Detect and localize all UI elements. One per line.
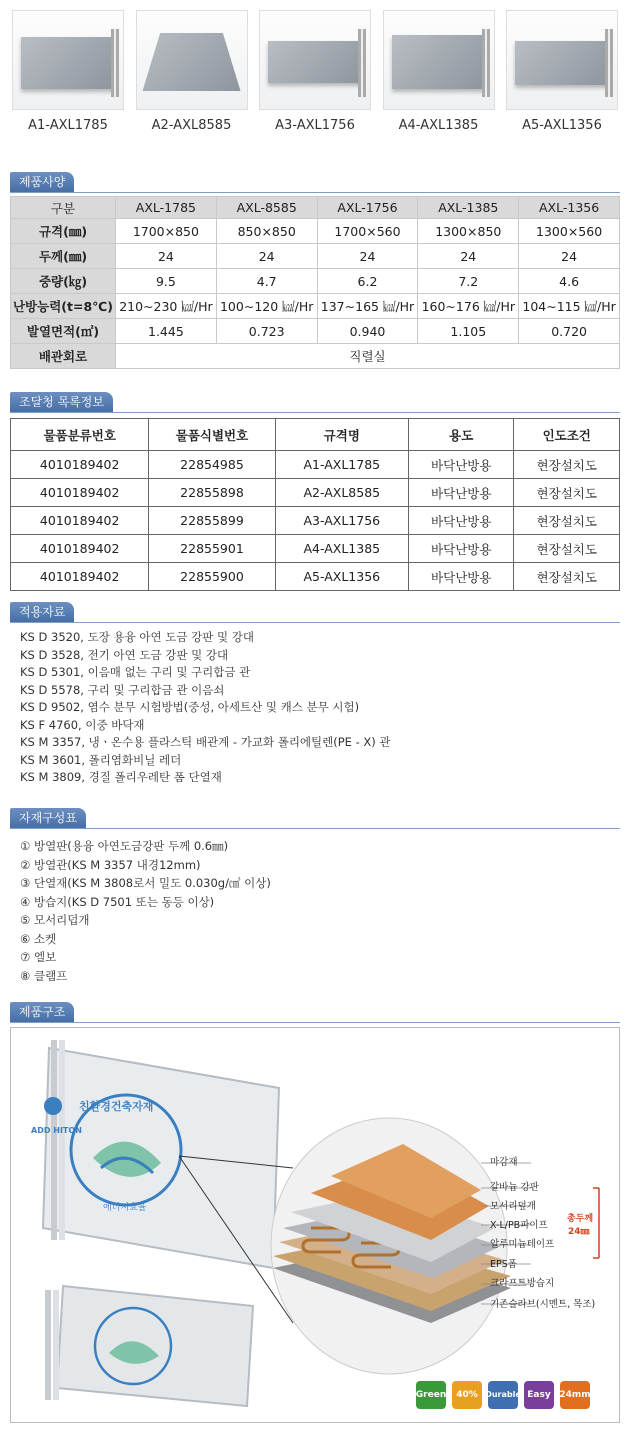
product-label: A4-AXL1385 — [398, 118, 479, 133]
spec-cell: 24 — [418, 244, 519, 269]
product-gallery — [12, 10, 618, 133]
spec-header-cell: AXL-1385 — [418, 197, 519, 219]
spec-row-label: 배관회로 — [11, 344, 116, 369]
proc-cell: 4010189402 — [11, 479, 149, 507]
divider — [10, 828, 620, 829]
proc-header-cell: 규격명 — [275, 419, 408, 451]
spec-cell: 210∼230 ㎉/Hr — [116, 294, 217, 319]
proc-header-cell: 인도조건 — [514, 419, 620, 451]
spec-row-label: 규격(㎜) — [11, 219, 116, 244]
proc-cell: A3-AXL1756 — [275, 507, 408, 535]
proc-cell: 바닥난방용 — [409, 507, 514, 535]
product-thumb[interactable] — [506, 10, 618, 133]
layer-label: 크라프트방습지 — [490, 1278, 555, 1289]
divider — [10, 192, 620, 193]
spec-header-cell: 구분 — [11, 197, 116, 219]
spec-row-label: 난방능력(t=8℃) — [11, 294, 116, 319]
product-image — [136, 10, 248, 110]
spec-cell: 137∼165 ㎉/Hr — [317, 294, 418, 319]
spec-cell: 24 — [519, 244, 620, 269]
spec-cell: 7.2 — [418, 269, 519, 294]
proc-cell: 현장설치도 — [514, 479, 620, 507]
list-item: ② 방열관(KS M 3357 내경12mm) — [20, 857, 201, 872]
layer-label: X-L/PB파이프 — [490, 1220, 548, 1231]
layer-label: 모서리덮개 — [490, 1201, 536, 1212]
list-item: KS F 4760, 이중 바닥재 — [20, 717, 145, 732]
section-title-spec: 제품사양 — [10, 172, 74, 192]
spec-header-cell: AXL-1356 — [519, 197, 620, 219]
list-item: KS D 5578, 구리 및 구리합금 관 이음쇠 — [20, 682, 225, 697]
product-image — [383, 10, 495, 110]
brand-logo: ADD HITON — [31, 1126, 82, 1135]
proc-cell: 바닥난방용 — [409, 451, 514, 479]
proc-cell: 4010189402 — [11, 451, 149, 479]
section-title-structure: 제품구조 — [10, 1002, 74, 1022]
proc-cell: 현장설치도 — [514, 563, 620, 591]
proc-cell: A4-AXL1385 — [275, 535, 408, 563]
spec-cell: 24 — [317, 244, 418, 269]
divider — [10, 622, 620, 623]
list-item: KS M 3357, 냉ㆍ온수용 플라스틱 배관계 - 가교화 폴리에틸렌(PE - X) 관 — [20, 735, 391, 749]
spec-cell: 0.940 — [317, 319, 418, 344]
list-item: ⑥ 소켓 — [20, 931, 57, 946]
proc-cell: 4010189402 — [11, 507, 149, 535]
structure-diagram — [10, 1027, 620, 1423]
proc-cell: 바닥난방용 — [409, 479, 514, 507]
spec-cell: 1700×850 — [116, 219, 217, 244]
spec-cell: 1300×850 — [418, 219, 519, 244]
thickness-value: 24㎜ — [568, 1227, 590, 1237]
spec-cell: 9.5 — [116, 269, 217, 294]
spec-cell: 1300×560 — [519, 219, 620, 244]
divider — [10, 412, 620, 413]
standards-list — [20, 629, 391, 787]
spec-row — [11, 294, 620, 319]
panel-sub-text: 에너지효율 — [103, 1203, 147, 1213]
spec-cell: 1.105 — [418, 319, 519, 344]
product-label: A3-AXL1756 — [275, 118, 355, 133]
spec-row — [11, 244, 620, 269]
divider — [10, 1022, 620, 1023]
product-image — [506, 10, 618, 110]
product-thumb[interactable] — [259, 10, 371, 133]
section-title-standards: 적용자료 — [10, 602, 74, 622]
spec-header-cell: AXL-1785 — [116, 197, 217, 219]
proc-cell: 4010189402 — [11, 535, 149, 563]
list-item: ③ 단열재(KS M 3808로서 밀도 0.030g/㎤ 이상) — [20, 876, 271, 890]
list-item: ⑦ 엘보 — [20, 950, 57, 964]
product-label: A1-AXL1785 — [28, 118, 108, 133]
spec-cell: 100∼120 ㎉/Hr — [216, 294, 317, 319]
spec-cell: 160∼176 ㎉/Hr — [418, 294, 519, 319]
proc-cell: A5-AXL1356 — [275, 563, 408, 591]
product-label: A5-AXL1356 — [522, 118, 602, 133]
proc-cell: 22855899 — [149, 507, 275, 535]
proc-cell: 22855898 — [149, 479, 275, 507]
list-item: ⑧ 클램프 — [20, 968, 68, 983]
spec-cell: 24 — [116, 244, 217, 269]
spec-cell: 4.7 — [216, 269, 317, 294]
table-row — [11, 451, 620, 479]
spec-cell: 0.720 — [519, 319, 620, 344]
proc-cell: 현장설치도 — [514, 535, 620, 563]
spec-header-cell: AXL-1756 — [317, 197, 418, 219]
spec-cell: 1.445 — [116, 319, 217, 344]
section-title-procurement: 조달청 목록정보 — [10, 392, 113, 412]
panel-brand-text: 친환경건축자재 — [79, 1100, 154, 1113]
layer-label: EPS폼 — [490, 1259, 517, 1270]
list-item: ④ 방습지(KS D 7501 또는 동등 이상) — [20, 894, 215, 909]
list-item: KS D 3528, 전기 아연 도금 강판 및 강대 — [20, 647, 229, 662]
spec-table — [10, 196, 620, 369]
list-item: KS D 9502, 염수 분무 시험방법(중성, 아세트산 및 캐스 분무 시험) — [20, 700, 360, 714]
list-item: KS D 5301, 이음매 없는 구리 및 구리합금 관 — [20, 665, 251, 679]
product-thumb[interactable] — [383, 10, 495, 133]
spec-row-label: 발열면적(㎡) — [11, 319, 116, 344]
proc-header-cell: 용도 — [409, 419, 514, 451]
table-row — [11, 479, 620, 507]
spec-row — [11, 219, 620, 244]
table-row — [11, 507, 620, 535]
procurement-table — [10, 418, 620, 591]
spec-row — [11, 269, 620, 294]
proc-cell: 22855900 — [149, 563, 275, 591]
product-label: A2-AXL8585 — [151, 118, 232, 133]
product-image — [259, 10, 371, 110]
spec-header-cell: AXL-8585 — [216, 197, 317, 219]
table-row — [11, 535, 620, 563]
spec-cell: 850×850 — [216, 219, 317, 244]
list-item: KS M 3809, 경질 폴리우레탄 폼 단열재 — [20, 770, 222, 784]
spec-cell: 4.6 — [519, 269, 620, 294]
spec-cell: 24 — [216, 244, 317, 269]
badge-thickness: 24mm — [560, 1381, 590, 1409]
proc-header-cell: 물품분류번호 — [11, 419, 149, 451]
layer-label: 기존슬라브(시멘트, 목조) — [490, 1299, 596, 1310]
layer-label: 마감재 — [490, 1157, 518, 1168]
spec-row — [11, 319, 620, 344]
product-image — [12, 10, 124, 110]
list-item: KS M 3601, 폴리염화비닐 레더 — [20, 752, 182, 767]
proc-cell: 4010189402 — [11, 563, 149, 591]
list-item: KS D 3520, 도장 용융 아연 도금 강판 및 강대 — [20, 630, 254, 644]
layer-label: 갈바늄 강판 — [490, 1182, 539, 1193]
badge-durable: Durable — [488, 1381, 518, 1409]
proc-cell: 현장설치도 — [514, 507, 620, 535]
product-thumb[interactable] — [136, 10, 248, 133]
list-item: ⑤ 모서리덥개 — [20, 913, 90, 927]
list-item: ① 방열판(용융 아연도금강판 두께 0.6㎜) — [20, 839, 229, 853]
proc-header-cell: 물품식별번호 — [149, 419, 275, 451]
spec-cell: 0.723 — [216, 319, 317, 344]
spec-cell: 104∼115 ㎉/Hr — [519, 294, 620, 319]
proc-cell: A1-AXL1785 — [275, 451, 408, 479]
feature-badges — [416, 1381, 590, 1409]
thickness-label: 총두께 — [567, 1214, 594, 1224]
badge-percent: 40% — [452, 1381, 482, 1409]
badge-easy: Easy — [524, 1381, 554, 1409]
proc-cell: 현장설치도 — [514, 451, 620, 479]
badge-green: Green — [416, 1381, 446, 1409]
proc-cell: 바닥난방용 — [409, 535, 514, 563]
materials-list — [20, 837, 271, 985]
spec-row-label: 중량(㎏) — [11, 269, 116, 294]
table-row — [11, 563, 620, 591]
product-thumb[interactable] — [12, 10, 124, 133]
proc-cell: A2-AXL8585 — [275, 479, 408, 507]
spec-cell: 1700×560 — [317, 219, 418, 244]
section-title-materials: 자재구성표 — [10, 808, 86, 828]
spec-cell: 6.2 — [317, 269, 418, 294]
spec-cell: 직렬실 — [116, 344, 620, 369]
proc-cell: 바닥난방용 — [409, 563, 514, 591]
spec-row-label: 두께(㎜) — [11, 244, 116, 269]
proc-cell: 22855901 — [149, 535, 275, 563]
layer-label: 알루미늄테이프 — [490, 1239, 555, 1250]
proc-cell: 22854985 — [149, 451, 275, 479]
spec-row — [11, 344, 620, 369]
